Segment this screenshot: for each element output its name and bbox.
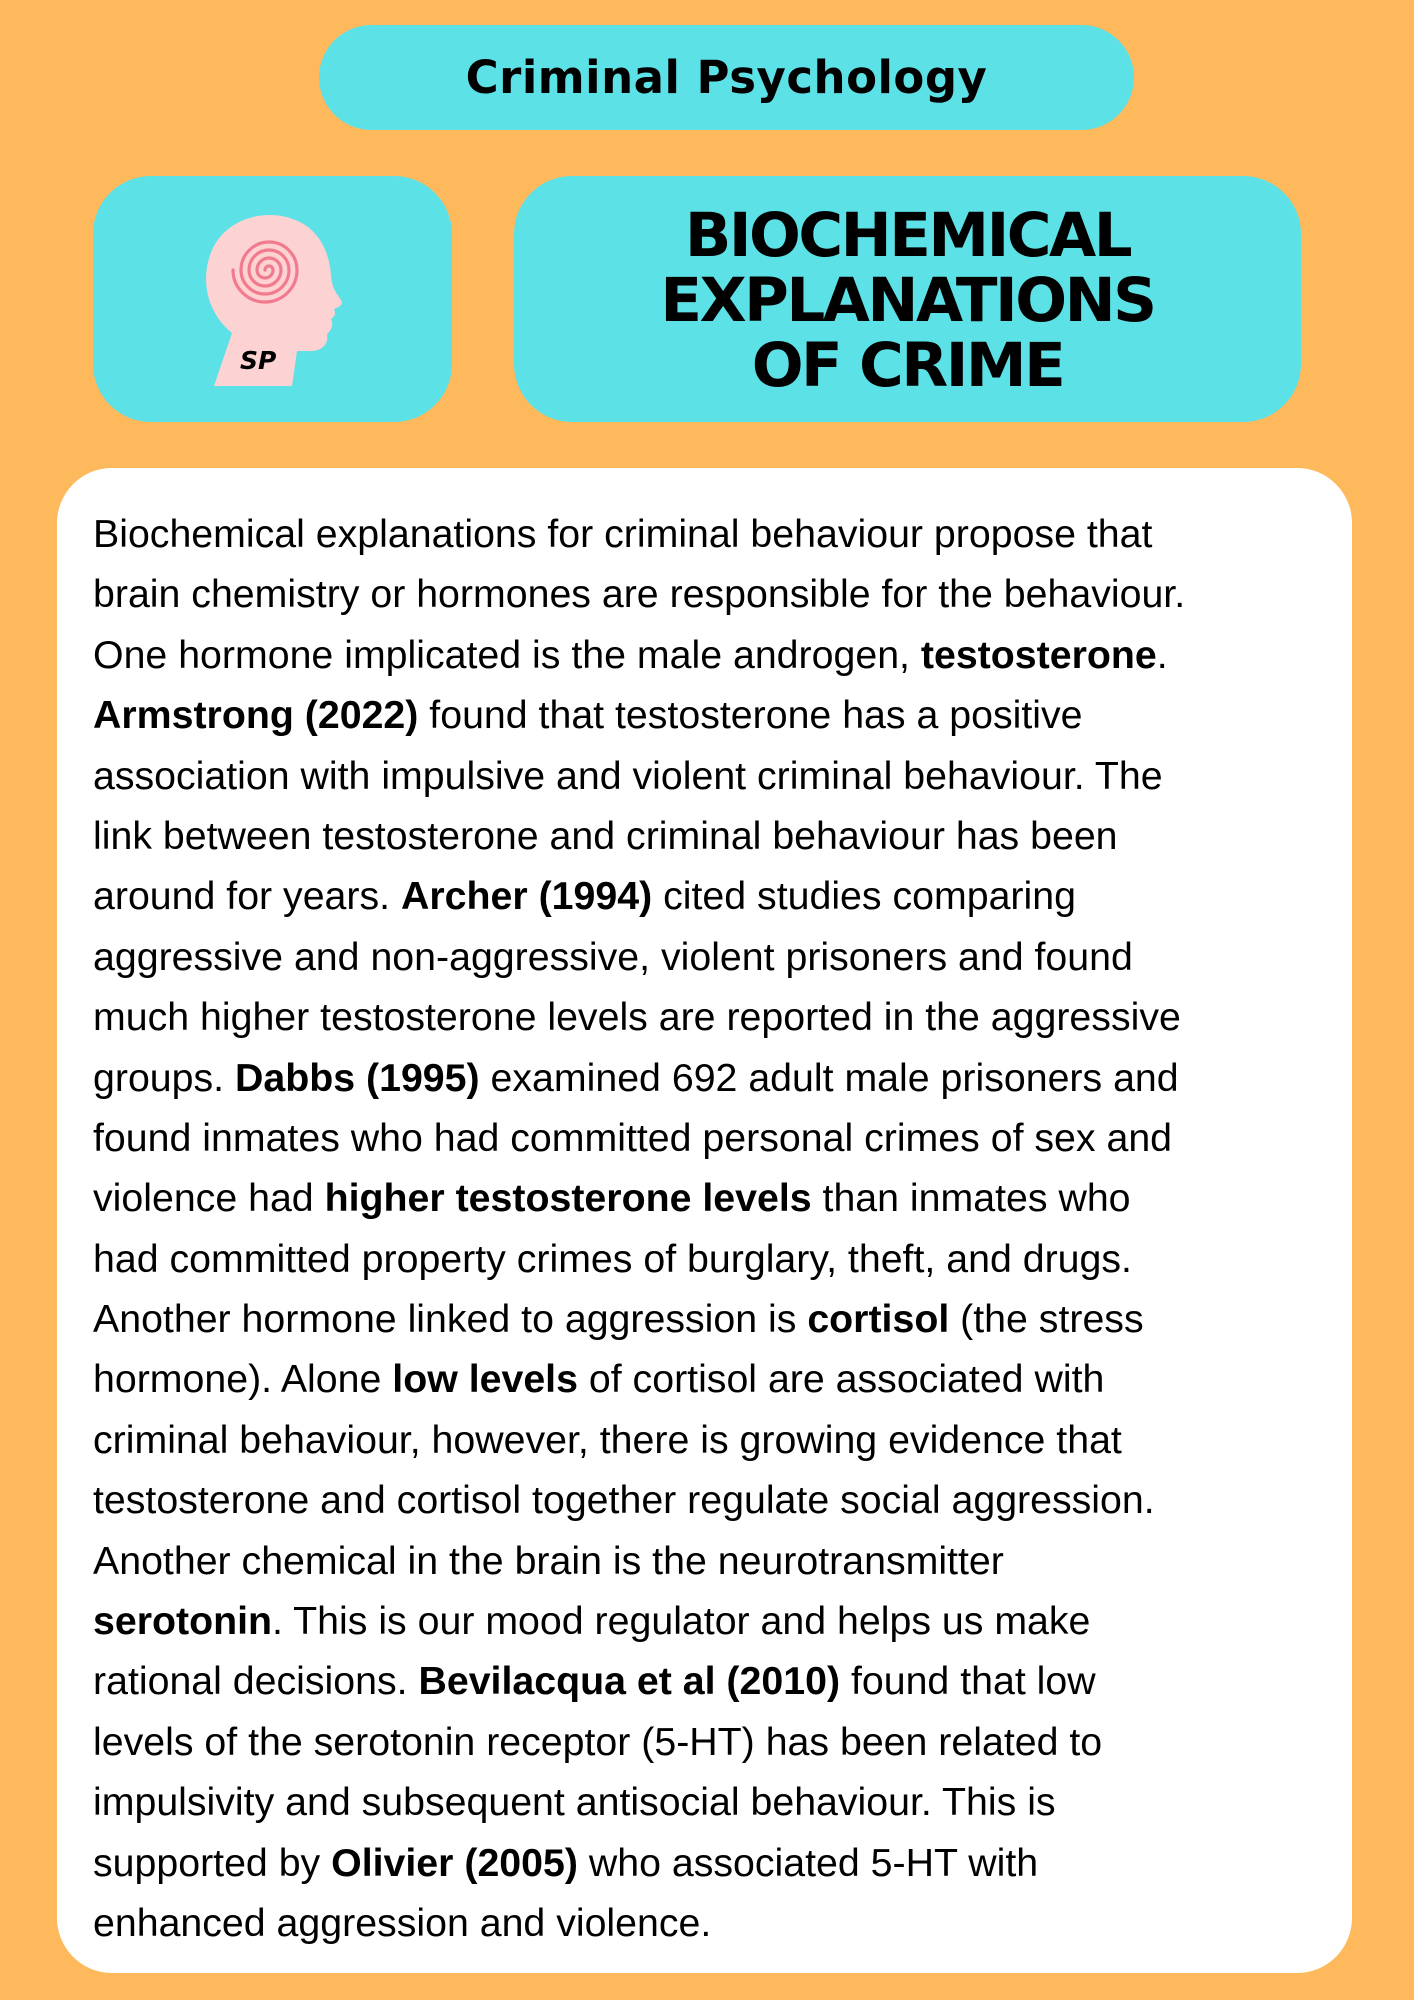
highlight-term: Olivier (2005) [331,1840,578,1885]
body-line [93,1410,1343,1470]
body-text-run: impulsivity and subsequent antisocial behaviour. This is [93,1780,1056,1825]
highlight-term: Armstrong (2022) [93,693,419,738]
body-paragraph [93,504,1343,1953]
body-text-run: examined 692 adult male prisoners and [479,1055,1179,1100]
body-line [93,1168,1343,1228]
body-text-run: supported by [93,1840,332,1885]
body-text-run: cited studies comparing [652,874,1076,919]
page-title: BIOCHEMICAL EXPLANATIONS OF CRIME [660,199,1155,401]
body-line [93,1772,1343,1832]
body-text-run: . [1156,632,1168,677]
body-line [93,685,1343,745]
subject-title: Criminal Psychology [465,51,988,104]
body-text-run: who associated 5-HT with [577,1840,1039,1885]
body-line [93,1651,1343,1711]
body-text-run: testosterone and cortisol together regulate social aggression. [93,1478,1155,1523]
body-text-run: enhanced aggression and violence. [93,1900,712,1945]
body-line [93,1893,1343,1953]
body-text-run: link between testosterone and criminal behaviour has been [93,813,1118,858]
body-line [93,1531,1343,1591]
body-text-run: rational decisions. [93,1659,419,1704]
body-line [93,1349,1343,1409]
body-text-run: brain chemistry or hormones are responsible for the behaviour. [93,572,1186,617]
body-line [93,927,1343,987]
body-line [93,866,1343,926]
body-text-run: much higher testosterone levels are reported in the aggressive [93,995,1181,1040]
body-text-run: Biochemical explanations for criminal behaviour propose that [93,512,1153,556]
body-line [93,1289,1343,1349]
body-text-run: association with impulsive and violent criminal behaviour. The [93,753,1163,798]
body-line [93,806,1343,866]
body-text-run: than inmates who [811,1176,1131,1221]
body-text-run: criminal behaviour, however, there is growing evidence that [93,1417,1122,1462]
highlight-term: higher testosterone levels [324,1176,812,1221]
body-text-run: hormone). Alone [93,1357,393,1402]
body-text-run: . This is our mood regulator and helps us make [272,1599,1091,1644]
body-text-run: aggressive and non-aggressive, violent prisoners and found [93,934,1133,979]
body-text-run: found that testosterone has a positive [418,693,1083,738]
body-text-run: found inmates who had committed personal crimes of sex and [93,1115,1173,1160]
body-line [93,1108,1343,1168]
body-text-run: (the stress [949,1297,1144,1342]
body-line [93,504,1343,564]
body-text-run: One hormone implicated is the male androgen, [93,632,921,677]
body-text-run: violence had [93,1176,325,1221]
body-text-run: Another hormone linked to aggression is [93,1297,808,1342]
body-line [93,1048,1343,1108]
body-line [93,746,1343,806]
body-text-run: found that low [840,1659,1096,1704]
body-line [93,1470,1343,1530]
body-text-run: had committed property crimes of burglary, theft, and drugs. [93,1236,1132,1281]
body-text-run: around for years. [93,874,401,919]
highlight-term: testosterone [920,632,1157,677]
body-text-run: Another chemical in the brain is the neurotransmitter [93,1538,1004,1583]
highlight-term: Bevilacqua et al (2010) [418,1659,841,1704]
body-line [93,1833,1343,1893]
body-line [93,1229,1343,1289]
highlight-term: cortisol [807,1297,950,1342]
highlight-term: low levels [392,1357,578,1402]
body-line [93,1712,1343,1772]
body-line [93,987,1343,1047]
logo-initials: SP [240,346,277,375]
body-text-run: of cortisol are associated with [577,1357,1105,1402]
body-text-run: levels of the serotonin receptor (5-HT) has been related to [93,1719,1103,1764]
title-panel [514,176,1301,422]
body-line [93,625,1343,685]
body-line [93,564,1343,624]
highlight-term: serotonin [93,1599,273,1644]
body-line [93,1591,1343,1651]
highlight-term: Archer (1994) [401,874,653,919]
body-text-run: groups. [93,1055,235,1100]
highlight-term: Dabbs (1995) [235,1055,480,1100]
